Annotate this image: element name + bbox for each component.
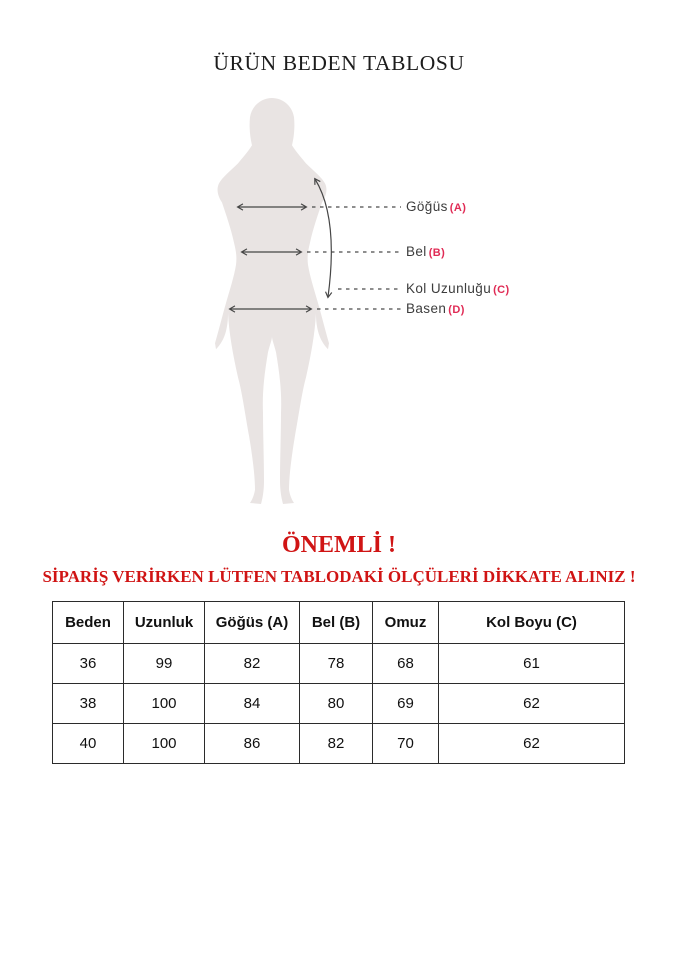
female-silhouette <box>202 95 342 507</box>
col-header-kol-boyu: Kol Boyu (C) <box>439 602 625 644</box>
measurement-label-gogus <box>406 199 466 216</box>
size-cell: 70 <box>373 724 439 764</box>
page-title: ÜRÜN BEDEN TABLOSU <box>213 51 465 75</box>
size-cell: 69 <box>373 684 439 724</box>
col-header-uzunluk: Uzunluk <box>124 602 205 644</box>
size-cell: 62 <box>439 724 625 764</box>
important-heading: ÖNEMLİ ! <box>282 532 396 558</box>
size-cell: 82 <box>205 644 300 684</box>
size-cell: 40 <box>53 724 124 764</box>
table-row <box>53 644 625 684</box>
label-text: Basen <box>406 301 447 316</box>
table-header-row <box>53 602 625 644</box>
label-letter: (D) <box>448 304 465 316</box>
label-letter: (A) <box>449 202 467 214</box>
size-cell: 80 <box>300 684 373 724</box>
measurement-label-bel <box>406 244 445 261</box>
label-text: Bel <box>406 244 427 259</box>
label-text: Kol Uzunluğu <box>406 281 492 296</box>
measurement-label-kol-uzunlugu <box>406 281 510 298</box>
col-header-beden: Beden <box>53 602 124 644</box>
size-cell: 78 <box>300 644 373 684</box>
size-cell: 36 <box>53 644 124 684</box>
size-cell: 62 <box>439 684 625 724</box>
col-header-omuz: Omuz <box>373 602 439 644</box>
size-cell: 84 <box>205 684 300 724</box>
table-row <box>53 724 625 764</box>
label-letter: (B) <box>428 247 446 259</box>
size-cell: 68 <box>373 644 439 684</box>
size-cell: 82 <box>300 724 373 764</box>
size-cell: 99 <box>124 644 205 684</box>
size-cell: 61 <box>439 644 625 684</box>
size-cell: 100 <box>124 724 205 764</box>
order-warning: SİPARİŞ VERİRKEN LÜTFEN TABLODAKİ ÖLÇÜLERİ DİKKATE ALINIZ ! <box>42 567 636 586</box>
col-header-bel: Bel (B) <box>300 602 373 644</box>
size-cell: 38 <box>53 684 124 724</box>
size-cell: 86 <box>205 724 300 764</box>
size-cell: 100 <box>124 684 205 724</box>
label-letter: (C) <box>493 284 510 296</box>
col-header-gogus: Göğüs (A) <box>205 602 300 644</box>
label-text: Göğüs <box>406 199 448 214</box>
measurement-label-basen <box>406 301 465 318</box>
size-table <box>52 601 625 764</box>
table-row <box>53 684 625 724</box>
